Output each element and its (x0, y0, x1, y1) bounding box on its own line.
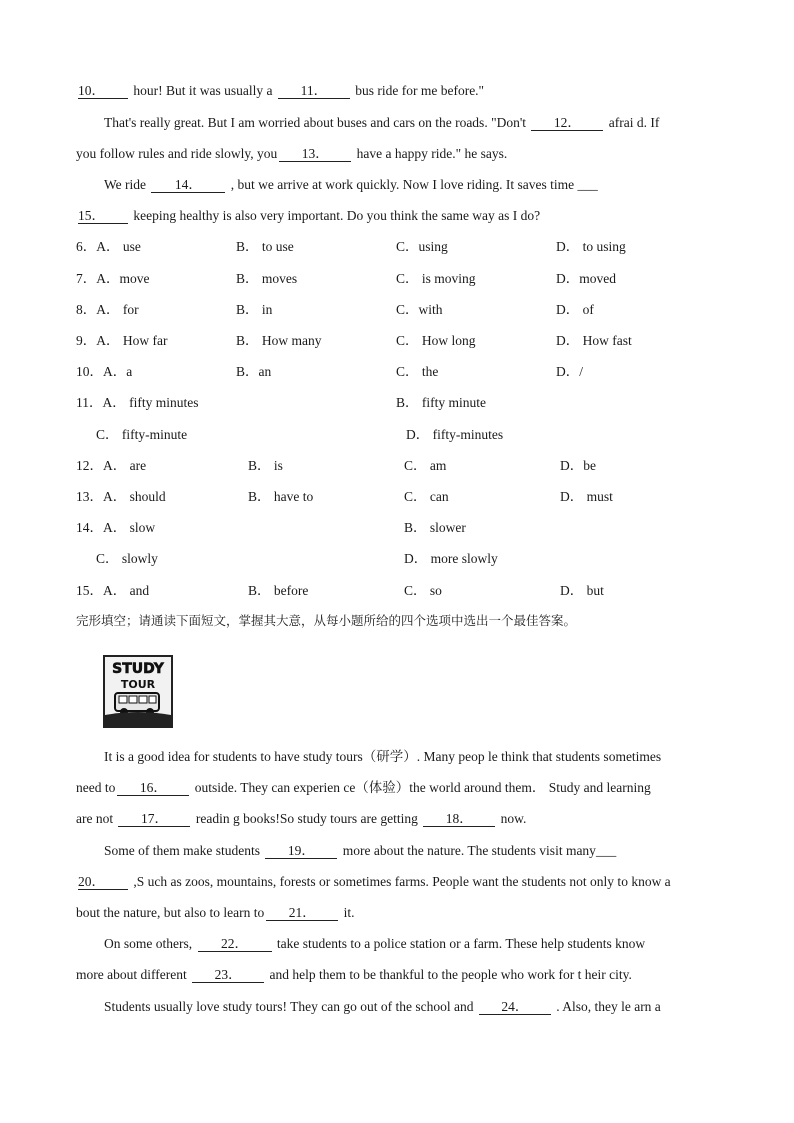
text: Some of them make students (104, 843, 260, 858)
text: are not (76, 811, 114, 826)
blank-20[interactable]: 20． (78, 874, 128, 890)
option-c[interactable]: C． can (404, 489, 449, 504)
blank-13[interactable]: 13． (279, 146, 351, 162)
passage-line (104, 998, 661, 1016)
section-instruction: 完形填空；请通读下面短文，掌握其大意，从每小题所给的四个选项中选出一个最佳答案。 (76, 613, 577, 628)
blank-11[interactable]: 11． (278, 83, 350, 99)
option-d[interactable]: D．/ (556, 364, 583, 379)
passage-line (76, 779, 651, 797)
question-8: 8．A． for (76, 302, 139, 317)
option-b[interactable]: B． before (248, 583, 309, 598)
option-c[interactable]: C． am (404, 458, 447, 473)
question-10: 10．A．a (76, 364, 133, 379)
option-b[interactable]: B． moves (236, 271, 298, 286)
question-11: 11．A． fifty minutes (76, 395, 199, 410)
option-d[interactable]: D． more slowly (404, 551, 498, 566)
passage-line (76, 904, 354, 922)
option-c[interactable]: C． is moving (396, 271, 476, 286)
text: ,S uch as zoos, mountains, forests or sometimes farms. People want the students not only to know a (133, 874, 671, 889)
text: hour! But it was usually a (133, 83, 273, 98)
option-c[interactable]: C．with (396, 302, 443, 317)
blank-19[interactable]: 19． (265, 843, 337, 859)
study-tour-logo (103, 655, 173, 728)
option-c[interactable]: C． How long (396, 333, 476, 348)
option-d[interactable]: D．be (560, 458, 596, 473)
option-a[interactable]: A． slow (103, 520, 156, 535)
option-b[interactable]: B． have to (248, 489, 314, 504)
option-c[interactable]: C． fifty-minute (96, 427, 188, 442)
question-9: 9．A． How far (76, 333, 168, 348)
question-15: 15．A． and (76, 583, 150, 598)
question-7: 7．A．move (76, 271, 150, 286)
option-a[interactable]: A． and (103, 583, 150, 598)
passage-line (76, 207, 540, 225)
blank-23[interactable]: 23． (192, 967, 264, 983)
passage-line (76, 966, 632, 984)
text: ___ (577, 177, 598, 192)
text: That's really great. But I am worried about buses and cars on the roads. "Don't (104, 115, 527, 130)
text: take students to a police station or a farm. These help students know (276, 936, 646, 951)
logo-text-tour: TOUR (120, 678, 156, 691)
passage-line (104, 176, 598, 194)
passage-line (104, 842, 616, 860)
option-c[interactable]: C． so (404, 583, 442, 598)
passage-line (76, 873, 671, 891)
option-b[interactable]: B． is (248, 458, 283, 473)
text: need to (76, 780, 116, 795)
blank-10[interactable]: 10． (78, 83, 128, 99)
question-13: 13．A． should (76, 489, 166, 504)
question-12: 12．A． are (76, 458, 147, 473)
text: We ride (104, 177, 147, 192)
blank-22[interactable]: 22． (198, 936, 272, 952)
option-d[interactable]: D． must (560, 489, 613, 504)
option-d[interactable]: D． fifty-minutes (406, 427, 504, 442)
text: outside. They can experien ce（体验）the world around them． Study and learning (194, 780, 651, 795)
option-d[interactable]: D． to using (556, 239, 626, 254)
text: , but we arrive at work quickly. Now I love riding. It saves time (230, 177, 575, 192)
text: and help them to be thankful to the people who work for t heir city. (269, 967, 632, 982)
blank-14[interactable]: 14． (151, 177, 225, 193)
question-14: 14．A． slow (76, 520, 156, 535)
passage-line (76, 810, 526, 828)
logo-text-study: STUDY (112, 661, 164, 677)
text: Students usually love study tours! They can go out of the school and (104, 999, 474, 1014)
option-b[interactable]: B． to use (236, 239, 294, 254)
option-b[interactable]: B． How many (236, 333, 322, 348)
option-a[interactable]: A． for (96, 302, 139, 317)
passage-line (104, 935, 645, 953)
blank-16[interactable]: 16． (117, 780, 189, 796)
option-a[interactable]: A． use (96, 239, 141, 254)
text: bout the nature, but also to learn to (76, 905, 265, 920)
passage-line (76, 145, 507, 163)
option-c[interactable]: C． slowly (96, 551, 158, 566)
option-b[interactable]: B． fifty minute (396, 395, 486, 410)
blank-21[interactable]: 21． (266, 905, 338, 921)
text: keeping healthy is also very important. Do you think the same way as I do? (133, 208, 541, 223)
text: ___ (595, 843, 617, 858)
option-c[interactable]: C． the (396, 364, 439, 379)
blank-18[interactable]: 18． (423, 811, 495, 827)
option-d[interactable]: D． How fast (556, 333, 632, 348)
option-a[interactable]: A． are (103, 458, 147, 473)
text: afrai d. If (608, 115, 660, 130)
text: . Also, they le arn a (556, 999, 661, 1014)
blank-15[interactable]: 15． (78, 208, 128, 224)
option-b[interactable]: B．an (236, 364, 272, 379)
text: more about different (76, 967, 187, 982)
text: have a happy ride." he says. (356, 146, 508, 161)
bus-icon (105, 657, 171, 726)
option-a[interactable]: A． should (103, 489, 166, 504)
option-a[interactable]: A． How far (96, 333, 168, 348)
option-a[interactable]: A．a (103, 364, 133, 379)
text: On some others, (104, 936, 193, 951)
option-d[interactable]: D．moved (556, 271, 616, 286)
text: It is a good idea for students to have study tours（研学）. Many peop le think that students sometimes (104, 749, 662, 764)
blank-17[interactable]: 17． (118, 811, 190, 827)
text: bus ride for me before." (355, 83, 485, 98)
text: readin g books!So study tours are getting (195, 811, 418, 826)
passage-line (104, 114, 659, 132)
text: now. (500, 811, 527, 826)
blank-24[interactable]: 24． (479, 999, 551, 1015)
option-b[interactable]: B． slower (404, 520, 466, 535)
option-d[interactable]: D． but (560, 583, 604, 598)
option-c[interactable]: C．using (396, 239, 448, 254)
option-a[interactable]: A． fifty minutes (102, 395, 199, 410)
text: it. (343, 905, 355, 920)
blank-12[interactable]: 12． (531, 115, 603, 131)
option-b[interactable]: B． in (236, 302, 273, 317)
passage-line (104, 748, 661, 766)
option-d[interactable]: D． of (556, 302, 594, 317)
question-6: 6．A． use (76, 239, 141, 254)
option-a[interactable]: A．move (96, 271, 150, 286)
text: more about the nature. The students visit many (342, 843, 596, 858)
text: you follow rules and ride slowly, you (76, 146, 278, 161)
passage-line (76, 82, 484, 100)
